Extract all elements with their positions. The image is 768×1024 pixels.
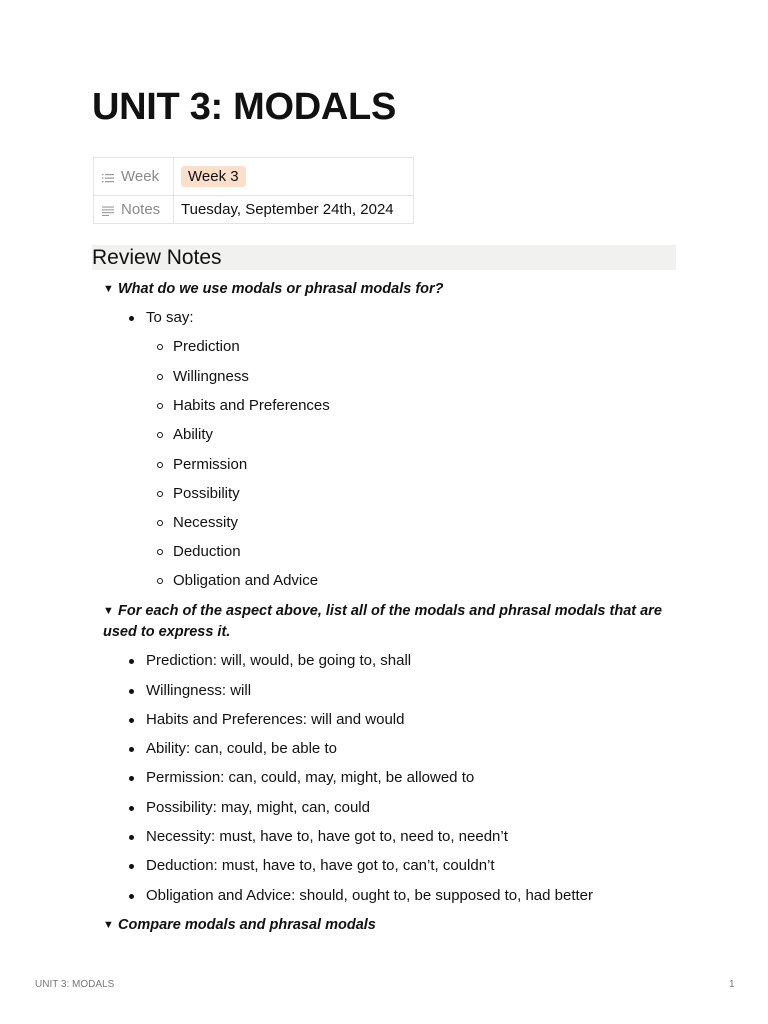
list-item — [146, 308, 194, 328]
bullet-icon — [129, 316, 134, 321]
footer-page-number: 1 — [729, 979, 735, 990]
list-item-text: Possibility: may, might, can, could — [146, 799, 370, 816]
list-item — [146, 827, 508, 847]
list-item-text: Ability — [173, 426, 214, 443]
hollow-bullet-icon — [157, 549, 163, 555]
bullet-icon — [129, 894, 134, 899]
list-item-text: To say: — [146, 309, 194, 326]
properties-table — [93, 157, 414, 224]
list-item-text: Obligation and Advice — [173, 572, 319, 589]
list-item-text: Necessity — [173, 514, 239, 531]
list-item-text: Deduction — [173, 543, 241, 560]
triangle-down-icon[interactable]: ▼ — [103, 605, 114, 617]
list-item-text: Habits and Preferences — [173, 397, 330, 414]
bullet-icon — [129, 718, 134, 723]
list-item — [146, 768, 474, 788]
list-item-text: Ability: can, could, be able to — [146, 740, 337, 757]
text-lines-icon — [102, 206, 114, 216]
toggle-heading-text: For each of the aspect above, list all of the modals and phrasal modals that are used to express it. — [103, 603, 662, 640]
section-heading: Review Notes — [92, 245, 676, 270]
list-item-text: Prediction — [173, 338, 240, 355]
hollow-bullet-icon — [157, 520, 163, 526]
list-item-text: Prediction: will, would, be going to, shall — [146, 652, 412, 669]
property-value-week[interactable] — [174, 158, 414, 196]
week-tag[interactable]: Week 3 — [181, 166, 246, 187]
hollow-bullet-icon — [157, 432, 163, 438]
hollow-bullet-icon — [157, 403, 163, 409]
hollow-bullet-icon — [157, 491, 163, 497]
hollow-bullet-icon — [157, 344, 163, 350]
list-item — [173, 337, 240, 357]
property-value-notes[interactable]: Tuesday, September 24th, 2024 — [174, 196, 414, 224]
triangle-down-icon[interactable]: ▼ — [103, 283, 114, 295]
property-key-week — [94, 158, 174, 196]
hollow-bullet-icon — [157, 374, 163, 380]
triangle-down-icon[interactable]: ▼ — [103, 919, 114, 931]
list-item — [146, 886, 593, 906]
list-item-text: Permission — [173, 456, 248, 473]
page-title: UNIT 3: MODALS — [92, 86, 397, 128]
list-item-text: Obligation and Advice: should, ought to, be supposed to, had better — [146, 887, 593, 904]
bullet-icon — [129, 689, 134, 694]
list-item — [146, 798, 370, 818]
list-item — [146, 651, 411, 671]
list-item-text: Willingness: will — [146, 682, 252, 699]
list-item-text: Habits and Preferences: will and would — [146, 711, 405, 728]
hollow-bullet-icon — [157, 462, 163, 468]
list-item — [173, 455, 247, 475]
bullet-icon — [129, 776, 134, 781]
list-item — [173, 367, 249, 387]
list-item — [173, 484, 240, 504]
hollow-bullet-icon — [157, 578, 163, 584]
list-item — [173, 425, 213, 445]
list-item — [173, 513, 238, 533]
toggle-heading[interactable] — [103, 915, 678, 936]
list-item — [173, 396, 330, 416]
list-item — [173, 571, 318, 591]
toggle-heading-text: What do we use modals or phrasal modals for? — [118, 281, 444, 297]
list-item — [146, 681, 251, 701]
toggle-heading-text: Compare modals and phrasal modals — [118, 917, 376, 933]
list-item — [146, 739, 337, 759]
bullet-icon — [129, 835, 134, 840]
list-item-text: Necessity: must, have to, have got to, need to, needn’t — [146, 828, 508, 845]
bullet-icon — [129, 864, 134, 869]
property-key-notes — [94, 196, 174, 224]
list-item — [146, 856, 495, 876]
list-item-text: Possibility — [173, 485, 240, 502]
list-item-text: Permission: can, could, may, might, be allowed to — [146, 769, 475, 786]
property-row-notes — [94, 196, 414, 224]
footer-title: UNIT 3: MODALS — [35, 979, 115, 990]
list-item — [146, 710, 404, 730]
list-item-text: Deduction: must, have to, have got to, can’t, couldn’t — [146, 857, 495, 874]
list-item — [173, 542, 241, 562]
list-icon — [102, 173, 114, 183]
list-item-text: Willingness — [173, 368, 249, 385]
property-row-week — [94, 158, 414, 196]
notes-label: Notes — [121, 201, 161, 218]
bullet-icon — [129, 659, 134, 664]
bullet-icon — [129, 806, 134, 811]
toggle-heading[interactable] — [103, 279, 678, 300]
bullet-icon — [129, 747, 134, 752]
week-label: Week — [121, 168, 160, 185]
toggle-heading[interactable] — [103, 601, 678, 643]
